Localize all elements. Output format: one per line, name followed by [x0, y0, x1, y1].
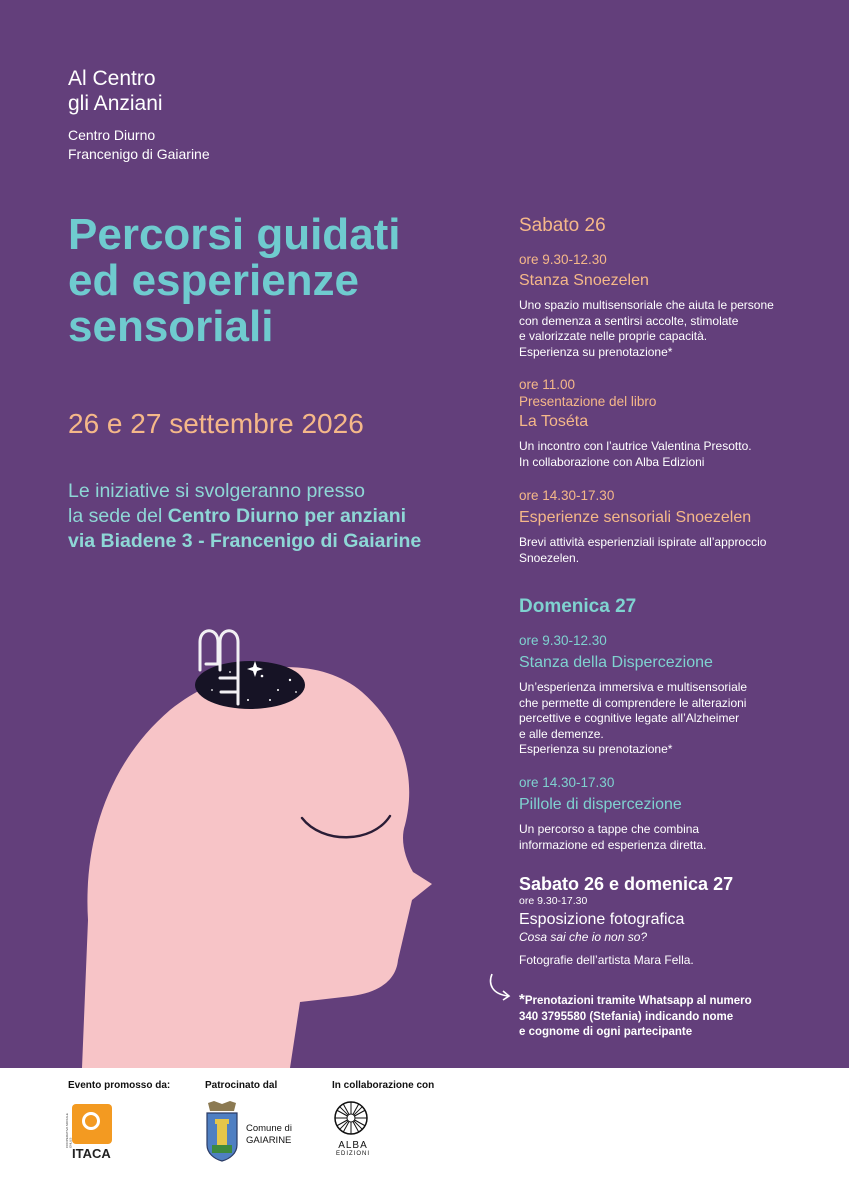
sunday-event-pills	[519, 774, 839, 853]
asterisk: *	[519, 991, 525, 1008]
main-title	[68, 212, 401, 350]
brand	[68, 66, 210, 164]
venue-line-1: Le iniziative si svolgeranno presso	[68, 480, 365, 502]
alba-logo-text	[333, 1140, 373, 1157]
event-desc: Fotografie dell’artista Mara Fella.	[519, 953, 694, 967]
footer	[0, 1068, 849, 1200]
venue-prefix: la sede del	[68, 505, 168, 527]
head-silhouette	[82, 667, 432, 1068]
event-desc: percettive e cognitive legate all’Alzheimer	[519, 711, 740, 725]
sunday-heading: Domenica 27	[519, 596, 637, 617]
event-desc: e alle demenze.	[519, 726, 604, 741]
event-subtitle: Presentazione del libro	[519, 394, 657, 409]
event-desc: Esperienza su prenotazione*	[519, 742, 673, 756]
event-time: ore 9.30-12.30	[519, 633, 607, 648]
event-title: La Toséta	[519, 413, 589, 430]
venue-line-2	[68, 504, 421, 529]
comune-line-1: Comune di	[246, 1123, 292, 1134]
head-illustration	[0, 600, 500, 1068]
comune-line-2: GAIARINE	[246, 1134, 292, 1146]
comune-name	[246, 1123, 292, 1146]
alba-line-2: EDIZIONI	[335, 1151, 370, 1157]
event-desc: Brevi attività esperienziali ispirate all’approccio	[519, 535, 767, 549]
event-desc: con demenza a sentirsi accolte, stimolate	[519, 313, 739, 328]
event-desc: In collaborazione con Alba Edizioni	[519, 454, 705, 469]
main-title-line-3: sensoriali	[68, 302, 274, 351]
center-name-line-2: Francenigo di Gaiarine	[68, 146, 210, 162]
main-title-line-2: ed esperienze	[68, 256, 360, 305]
event-time: ore 9.30-12.30	[519, 252, 607, 267]
event-title: Esperienze sensoriali Snoezelen	[519, 509, 752, 526]
event-desc: e valorizzate nelle proprie capacità.	[519, 329, 708, 343]
center-name-line-1: Centro Diurno	[68, 127, 156, 143]
alba-sun-logo-icon	[333, 1100, 369, 1136]
event-desc: Un percorso a tappe che combina	[519, 822, 700, 836]
booking-line-3: e cognome di ogni partecipante	[519, 1026, 693, 1038]
weekend-exhibition	[519, 873, 839, 969]
main-title-line-1: Percorsi guidati	[68, 210, 401, 259]
sunday-schedule	[519, 596, 839, 758]
booking-line-1-text: Prenotazioni tramite Whatsapp al numero	[524, 995, 752, 1007]
itaca-logo-text: ITACA	[72, 1146, 111, 1161]
event-desc: Un’esperienza immersiva e multisensoriale	[519, 680, 748, 694]
itaca-logo	[65, 1104, 118, 1164]
event-desc: che permette di comprendere le alterazioni	[519, 695, 747, 710]
itaca-small-text: COOPERATIVA SOCIALE ONLUS	[65, 1113, 73, 1148]
brand-line-2: gli Anziani	[68, 92, 163, 115]
venue-center-name: Centro Diurno per anziani	[167, 505, 407, 527]
event-time: ore 9.30-17.30	[519, 895, 588, 907]
alba-line-1: ALBA	[338, 1140, 368, 1151]
saturday-event-book	[519, 376, 839, 470]
event-desc: Snoezelen.	[519, 550, 580, 565]
event-dates: 26 e 27 settembre 2026	[68, 408, 364, 439]
booking-line-2: 340 3795580 (Stefania) indicando nome	[519, 1010, 734, 1023]
promoted-label: Evento promosso da:	[68, 1080, 171, 1091]
venue-info	[68, 479, 421, 554]
event-desc: informazione ed esperienza diretta.	[519, 837, 707, 852]
saturday-event-sensory	[519, 487, 839, 566]
venue-address: via Biadene 3 - Francenigo di Gaiarine	[68, 530, 422, 552]
weekend-heading: Sabato 26 e domenica 27	[519, 874, 734, 894]
event-time: ore 14.30-17.30	[519, 488, 615, 503]
event-time: ore 11.00	[519, 377, 576, 392]
event-title: Pillole di dispercezione	[519, 796, 682, 813]
saturday-heading: Sabato 26	[519, 215, 606, 236]
booking-line-1	[519, 992, 839, 1010]
event-title: Esposizione fotografica	[519, 911, 685, 928]
gaiarine-coat-of-arms-icon	[204, 1101, 240, 1163]
event-desc: Uno spazio multisensoriale che aiuta le persone	[519, 298, 774, 312]
event-desc: Esperienza su prenotazione*	[519, 344, 673, 359]
curved-arrow-icon	[486, 972, 518, 1004]
event-title: Stanza Snoezelen	[519, 272, 649, 289]
event-title: Stanza della Dispercezione	[519, 654, 713, 671]
exhibition-subtitle: Cosa sai che io non so?	[519, 930, 648, 944]
event-time: ore 14.30-17.30	[519, 775, 615, 790]
brand-line-1: Al Centro	[68, 67, 156, 90]
booking-note	[519, 992, 839, 1041]
collab-label: In collaborazione con	[332, 1080, 435, 1091]
patronage-label: Patrocinato dal	[205, 1080, 278, 1091]
saturday-schedule	[519, 215, 839, 360]
event-desc: Un incontro con l’autrice Valentina Presotto.	[519, 439, 752, 453]
